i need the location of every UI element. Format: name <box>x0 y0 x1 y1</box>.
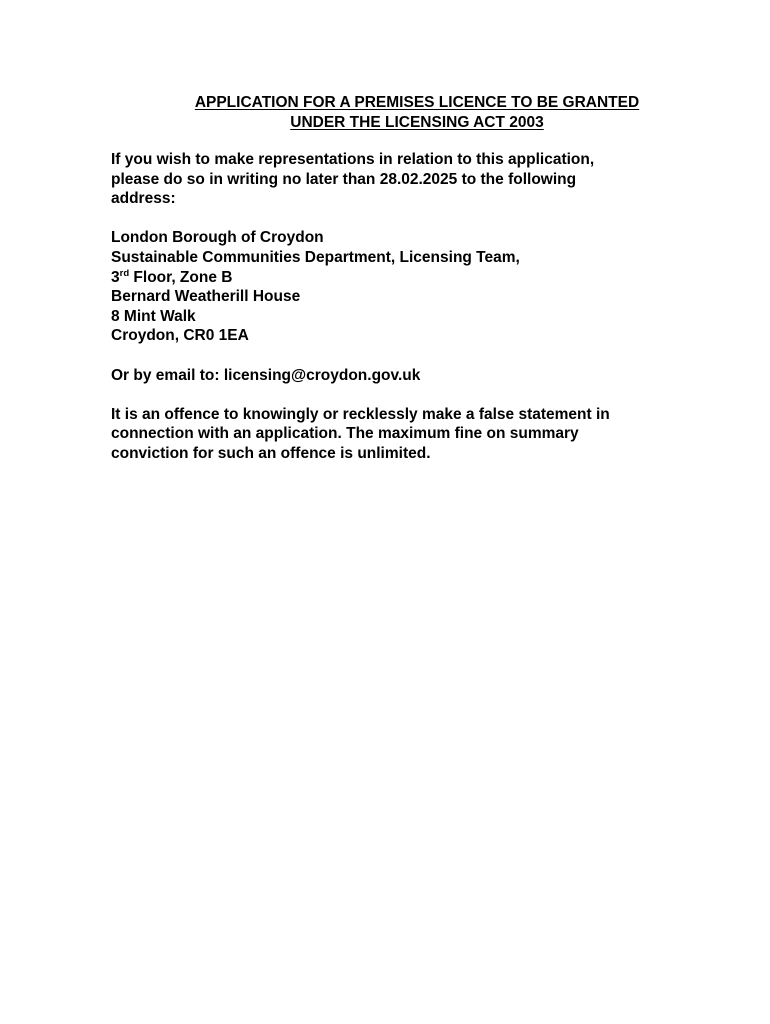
intro-line-2: please do so in writing no later than 28.02.2025 to the following <box>111 170 577 188</box>
floor-rest: Floor, Zone B <box>129 268 233 286</box>
warning-paragraph <box>111 405 711 464</box>
title-line-2: UNDER THE LICENSING ACT 2003 <box>290 113 544 131</box>
warning-line-2: connection with an application. The maximum fine on summary <box>111 425 579 443</box>
address-block <box>111 228 711 346</box>
address-line-1: London Borough of Croydon <box>111 229 324 247</box>
warning-line-1: It is an offence to knowingly or recklessly make a false statement in <box>111 405 610 423</box>
address-line-2: Sustainable Communities Department, Licensing Team, <box>111 248 520 266</box>
floor-number: 3 <box>111 268 120 286</box>
address-line-6: Croydon, CR0 1EA <box>111 327 249 345</box>
floor-suffix: rd <box>119 267 130 279</box>
intro-line-3: address: <box>111 190 176 208</box>
address-line-4: Bernard Weatherill House <box>111 288 301 306</box>
email-paragraph <box>111 366 711 386</box>
warning-line-3: conviction for such an offence is unlimited. <box>111 444 431 462</box>
address-line-3 <box>111 268 711 288</box>
document-body <box>111 150 711 483</box>
intro-line-1: If you wish to make representations in relation to this application, <box>111 151 595 168</box>
intro-paragraph <box>111 150 711 209</box>
email-line: Or by email to: licensing@croydon.gov.uk <box>111 366 421 384</box>
page-title <box>111 93 723 132</box>
address-line-5: 8 Mint Walk <box>111 307 196 325</box>
title-line-1: APPLICATION FOR A PREMISES LICENCE TO BE GRANTED <box>194 94 640 111</box>
